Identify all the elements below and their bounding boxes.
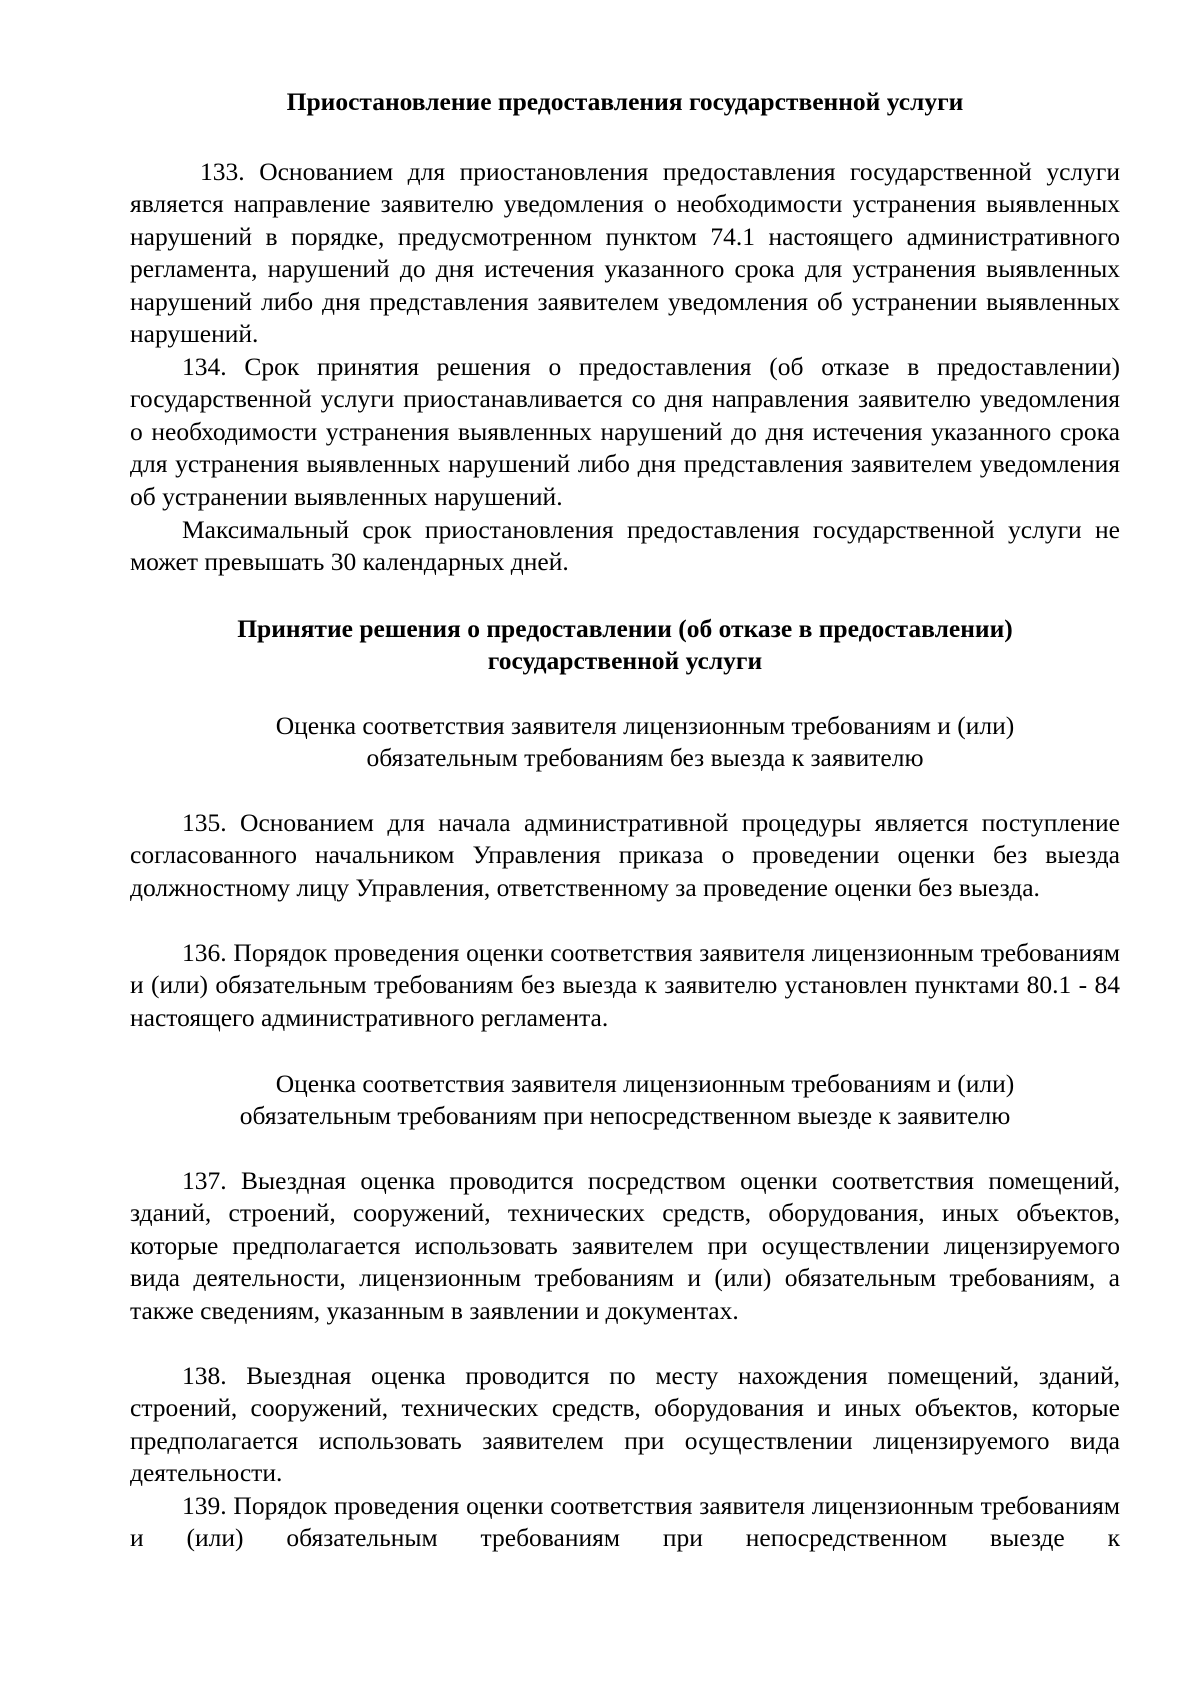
paragraph-136: 136. Порядок проведения оценки соответствия заявителя лицензионным требованиям и (или) обязательным требованиям без выезда к заявителю установлен пунктами 80.1 - 84 настоящего административного регламента.: [130, 938, 1120, 1032]
section-heading-decision-line2: государственной услуги: [487, 646, 763, 676]
section-heading-suspension: Приостановление предоставления государственной услуги: [286, 87, 964, 116]
paragraph-135: 135. Основанием для начала административной процедуры является поступление согласованного начальником Управления приказа о проведении оценки без выезда должностному лицу Управления, ответственному за проведение оценки без выезда.: [130, 808, 1120, 902]
paragraph-134: 134. Срок принятия решения о предоставления (об отказе в предоставлении) государственной услуги приостанавливается со дня направления заявителю уведомления о необходимости устранения выявленных нарушений до дня истечения указанного срока для устранения выявленных нарушений либо дня представления заявителем уведомления об устранении выявленных нарушений.: [130, 352, 1120, 511]
paragraph-139: 139. Порядок проведения оценки соответствия заявителя лицензионным требованиям и (или) обязательным требованиям при непосредственном выезде к: [130, 1491, 1120, 1553]
subheading-with-visit: [130, 1068, 1120, 1133]
subheading-without-visit-line2: обязательным требованиям без выезда к заявителю: [366, 743, 924, 773]
section-heading-decision-line1: Принятие решения о предоставлении (об отказе в предоставлении): [237, 614, 1013, 643]
subheading-without-visit-line1: Оценка соответствия заявителя лицензионным требованиям и (или): [275, 711, 1015, 740]
subheading-with-visit-line2: обязательным требованиям при непосредственном выезде к заявителю: [239, 1101, 1011, 1131]
paragraph-134-max-term: Максимальный срок приостановления предоставления государственной услуги не может превышать 30 календарных дней.: [130, 515, 1120, 577]
section-heading-decision: [130, 613, 1120, 678]
paragraph-138: 138. Выездная оценка проводится по месту нахождения помещений, зданий, строений, сооружений, технических средств, оборудования и иных объектов, которые предполагается использовать заявителем при осуществлении лицензируемого вида деятельности.: [130, 1361, 1120, 1488]
paragraph-137: 137. Выездная оценка проводится посредством оценки соответствия помещений, зданий, строений, сооружений, технических средств, оборудования, иных объектов, которые предполагается использовать заявителем при осуществлении лицензируемого вида деятельности, лицензионным требованиям и (или) обязательным требованиям, а также сведениям, указанным в заявлении и документах.: [130, 1166, 1120, 1325]
subheading-with-visit-line1: Оценка соответствия заявителя лицензионным требованиям и (или): [275, 1069, 1015, 1098]
paragraph-133: 133. Основанием для приостановления предоставления государственной услуги является направление заявителю уведомления о необходимости устранения выявленных нарушений в порядке, предусмотренном пунктом 74.1 настоящего административного регламента, нарушений до дня истечения указанного срока для устранения выявленных нарушений либо дня представления заявителем уведомления об устранении выявленных нарушений.: [130, 157, 1120, 349]
subheading-without-visit: [130, 710, 1120, 775]
